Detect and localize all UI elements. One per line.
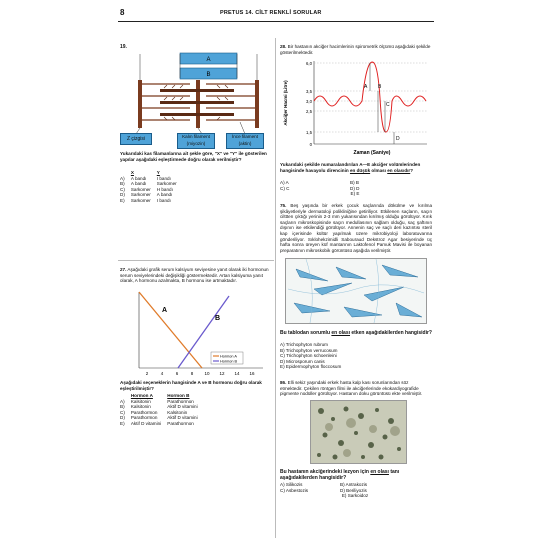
spirometry-chart — [282, 58, 432, 158]
q19-options — [120, 170, 183, 203]
thick-filaments — [160, 85, 234, 120]
question-divider — [118, 260, 274, 261]
q75-stem: 75. Beş yaşında bir erkek çocuk saçlarında dökülme ve kırılma şikâyetleriyle dermatoloji polikliniğine getiriliyor. Etkilenen saçların, saçın cilttten çıktığı yerinin 2-3 mm yukarısından kırılmış olduğu görülüyor. Kırık saçların mikroskopisinde saçın medullasının sağlam olduğu, saç şaftının dışının ise etkilendiği görülüyor. Annenin saç ve saçlı deri kazıntısı steril kap içerisinde kültür yapılmak üzere mikrobiyoloji laboratuvarına gönderiliyor. Sıklohekzimidli Sabouraud Dekstroz Agar besiyerinde üç hafta sonra üreyen küf mantarının Laktofenol Pamuk Mavisi ile boyanan preparatının mikroskobik görüntüsü aşağıda verilmiştir. — [280, 203, 432, 253]
col-header-x: X — [130, 170, 134, 175]
option-row[interactable]: D) Parathormon Aktif D vitamini — [120, 415, 198, 420]
option[interactable]: E) E — [350, 191, 360, 197]
label-a: A — [162, 307, 168, 314]
page-number: 8 — [120, 8, 125, 17]
q28-stem: 28. Bir hastanın akciğer hacimlerinin spirometrik ölçümü aşağıdaki şekilde gösterilmektedir. — [280, 44, 431, 55]
q86-stem: 86. Elli sekiz yaşındaki erkek hasta kalp kası sorunlarından söz etmektedir. Çekilen röntgen filmi ile akciğerlerinde ekokardiyografide pigmente nodüller görülüyor. Hastanın doku görüntüsü ekte verilmiştir. — [280, 380, 423, 397]
q27-question: Aşağıdaki seçeneklerin hangisinde A ve B hormonu doğru olarak eşleştirilmiştir? — [120, 380, 262, 391]
band-a-label: A — [206, 57, 211, 63]
option[interactable]: B) Antrakozis — [340, 482, 368, 487]
option[interactable]: D) Microsporum canis — [280, 358, 325, 364]
y-tick: 6,0 — [306, 61, 312, 66]
option-row[interactable]: E) Sarkomer I bandı — [120, 197, 171, 203]
q75-options — [280, 342, 430, 370]
column-divider — [275, 38, 276, 538]
q27-stem: 27. Aşağıdaki grafik serum kalsiyum seviyesine yanıt olarak iki hormonun serum seviyelerindeki değişikliği göstermektedir. Artan kalsiyuma yanıt olarak, A hormonu azalmakta, B hormonu ise artmaktadır. — [120, 267, 269, 284]
option-row[interactable]: C) Sarkomer H bandı — [120, 186, 173, 192]
option-row[interactable]: B) Kalsitonin Aktif D vitamini — [120, 404, 198, 409]
hormone-a-line — [139, 292, 202, 368]
legend-b: Hormon B — [220, 359, 238, 364]
option[interactable]: B) B — [350, 180, 359, 185]
point-a: A — [364, 84, 368, 90]
x-tick: 12 — [219, 371, 225, 376]
option-row[interactable]: B) A bandı Sarkomer — [120, 181, 177, 186]
option[interactable]: E) Epidermophyton floccosum — [280, 364, 342, 370]
x-tick: 14 — [234, 371, 240, 376]
option-row[interactable]: C) Parathormon Kalsitonin — [120, 409, 188, 415]
option[interactable]: D) D — [350, 185, 360, 191]
thick-filament-label: Kalın filament (miyozin) — [177, 133, 215, 149]
point-c: C — [386, 102, 390, 108]
label-b: B — [215, 315, 221, 322]
thin-filament-label: İnce filament (aktin) — [226, 133, 264, 149]
z-line-right — [255, 80, 259, 128]
option-row[interactable]: E) Aktif D vitamini Parathormon — [120, 420, 194, 426]
col-header-hormone-b: Hormon B — [167, 393, 190, 398]
x-tick: 10 — [204, 371, 210, 376]
x-tick: 6 — [175, 371, 179, 376]
fungal-micrograph — [285, 258, 427, 324]
option[interactable]: C) C — [280, 185, 290, 191]
option-row[interactable]: A) Kalsitonin Parathormon — [120, 398, 194, 404]
header-rule — [118, 21, 434, 22]
q27-options — [120, 393, 204, 426]
x-tick: 16 — [249, 371, 255, 376]
option[interactable]: C) Asbestozis — [280, 487, 309, 493]
option-row[interactable]: A) A bandı I bandı — [120, 175, 171, 181]
z-line-left — [138, 80, 142, 128]
option[interactable]: B) Trichophyton verrucosum — [280, 347, 338, 353]
col-header-hormone-a: Hormon A — [130, 393, 153, 398]
option[interactable]: E) Sarkoidoz — [341, 493, 369, 499]
x-tick: 8 — [190, 371, 194, 376]
y-tick: 2,5 — [306, 109, 312, 114]
option-row[interactable]: D) Sarkomer A bandı — [120, 192, 173, 197]
z-line-label: Z çizgisi — [120, 133, 152, 145]
option[interactable]: C) Trichophyton schoenleini — [280, 353, 337, 359]
y-tick: 3,0 — [306, 99, 312, 104]
question-number: 19. — [120, 44, 127, 50]
y-tick: 3,5 — [306, 89, 312, 94]
option[interactable]: A) Silikozis — [280, 482, 303, 487]
band-b-label: B — [206, 72, 211, 78]
y-tick: 0 — [309, 142, 312, 147]
x-axis-label: Zaman (Saniye) — [353, 150, 391, 156]
q75-question: Bu tablodan sorumlu en olası etken aşağıdakilerden hangisidir? — [280, 330, 432, 336]
option[interactable]: D) Beriliyozis — [340, 487, 367, 493]
q86-question: Bu hastanın akciğerindeki lezyon için en olası tanı aşağıdakilerden hangisidir? — [280, 469, 400, 481]
lung-histology-image — [310, 400, 407, 464]
q28-question: Yukarıdaki şekilde numaralandırılan A—E akciğer volümlerinden hangisinde havayolu direncinin en düşük olması en olasıdır? — [280, 162, 421, 173]
q86-options — [280, 482, 430, 499]
q19-stem: Yukarıdaki kas filamanlarına ait şekle göre, "X" ve "Y" ile gösterilen yapılar aşağıdaki eşleştirmede doğru olarak verilmiştir? — [120, 151, 267, 162]
option[interactable]: A) Trichophyton rubrum — [280, 342, 329, 347]
x-tick: 4 — [160, 371, 164, 376]
y-axis-label: Akciğer Hacmi (Litre) — [283, 80, 288, 126]
x-tick: 2 — [145, 371, 149, 376]
option[interactable]: A) A — [280, 180, 289, 185]
point-b: B — [378, 84, 382, 90]
legend-a: Hormon A — [220, 354, 237, 359]
q28-options — [280, 180, 430, 197]
col-header-y: Y — [156, 170, 160, 175]
point-d: D — [396, 136, 400, 142]
y-tick: 1,5 — [306, 130, 312, 135]
hormone-chart — [125, 290, 265, 378]
page-title: PRETUS 14. CİLT RENKLİ SORULAR — [220, 10, 322, 16]
